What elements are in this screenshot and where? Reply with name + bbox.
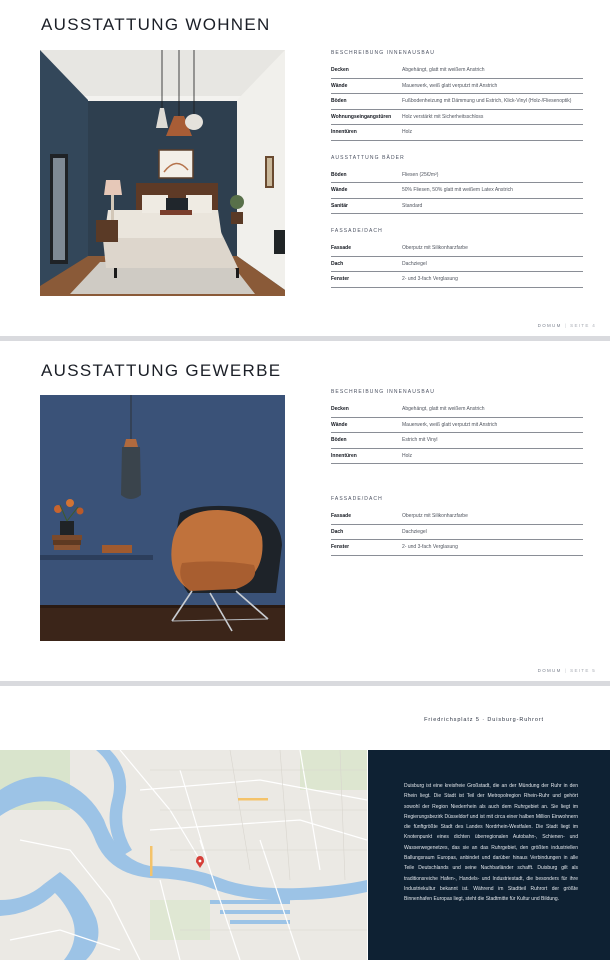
spec-row [331, 257, 583, 273]
spec-row [331, 125, 583, 141]
spec-key: Böden [331, 437, 347, 444]
spec-value: Oberputz mit Silikonharzfarbe [402, 245, 468, 252]
page-lage [0, 686, 610, 960]
footer-page-number: SEITE 4 [570, 323, 596, 328]
section-heading: AUSSTATTUNG BÄDER [331, 154, 405, 161]
section-heading: BESCHREIBUNG INNENAUSBAU [331, 50, 435, 56]
page-gewerbe [0, 341, 610, 681]
spec-section [331, 228, 583, 288]
spec-row [331, 272, 583, 288]
footer-brand: DOMUM [537, 668, 562, 673]
spec-row [331, 509, 583, 525]
spec-value: Estrich mit Vinyl [402, 437, 438, 444]
spec-value: Standard [402, 202, 423, 209]
spec-value: 50% Fliesen, 50% glatt mit weißem Latex Anstrich [402, 187, 513, 194]
spec-key: Innentüren [331, 129, 357, 136]
footer-page-number: SEITE 5 [570, 668, 596, 673]
spec-key: Wände [331, 421, 348, 428]
spec-row [331, 525, 583, 541]
spec-table-wohnen [331, 50, 583, 302]
spec-value: Holz [402, 452, 413, 459]
spec-key: Sanitär [331, 202, 348, 209]
page-wohnen [0, 0, 610, 336]
spec-section [331, 389, 583, 464]
spec-value: 2- und 3-fach Verglasung [402, 544, 458, 551]
spec-value: Mauerwerk, weiß glatt verputzt mit Anstrich [402, 421, 498, 428]
spec-key: Böden [331, 171, 347, 178]
spec-value: Abgehängt, glatt mit weißem Anstrich [402, 67, 485, 74]
spec-key: Wohnungseingangstüren [331, 113, 392, 120]
spec-key: Fassade [331, 245, 352, 252]
spec-row [331, 449, 583, 465]
location-description: Duisburg ist eine kreisfreie Großstadt, die an der Mündung der Ruhr in den Rhein liegt. Die Stadt ist Teil der Metropolregion Rhein-Ruhr und gehört sowohl der Region Niederrhein als auch dem Ruhrgebiet an. Sie liegt im Regierungsbezirk Düsseldorf und ist mit circa einer halben Million Einwohnern die fünftgrößte Stadt des Landes Nordrhein-Westfalen. Die Stadt liegt im Knotenpunkt eines dichten überregionalen Autobahn-, Schienen- und Wasserwegenetzes, das sie an das Ruhrgebiet, den größten industriellen Ballungsraum Europas, anbindet und darüber hinaus Verbindungen in alle Teile Deutschlands und seine Nachbarländer schafft. Duisburg gilt als traditionsreiche Hafen-, Handels- und Industriestadt, die besonders für ihre Industriekultur bekannt ist. Während im Stadtteil Ruhrort der größte Binnenhafen Europas liegt, steht die Stadtmitte für Kultur und Bildung. [404, 783, 578, 903]
spec-value: Fliesen (25€/m²) [402, 171, 439, 178]
spec-value: Mauerwerk, weiß glatt verputzt mit Anstrich [402, 82, 498, 89]
spec-value: Dachziegel [402, 260, 427, 267]
spec-value: Abgehängt, glatt mit weißem Anstrich [402, 406, 485, 413]
spec-key: Fenster [331, 544, 350, 551]
page-title: AUSSTATTUNG GEWERBE [41, 361, 282, 380]
spec-row [331, 402, 583, 418]
footer-brand: DOMUM [537, 323, 562, 328]
footer-separator: | [564, 323, 568, 328]
spec-row [331, 183, 583, 199]
spec-table-gewerbe [331, 389, 583, 570]
spec-row [331, 110, 583, 126]
spec-key: Fassade [331, 513, 352, 520]
spec-row [331, 418, 583, 434]
spec-row [331, 199, 583, 215]
page-footer [538, 668, 596, 673]
spec-row [331, 63, 583, 79]
footer-separator: | [564, 668, 568, 673]
spec-value: Dachziegel [402, 528, 427, 535]
spec-section [331, 155, 583, 215]
spec-key: Dach [331, 528, 344, 535]
address-line: Friedrichsplatz 5 · Duisburg-Ruhrort [424, 717, 544, 723]
spec-row [331, 94, 583, 110]
page-footer [538, 323, 596, 328]
bedroom-photo [40, 50, 285, 296]
spec-row [331, 540, 583, 556]
spec-value: Fußbodenheizung mit Dämmung und Estrich, Klick-Vinyl (Holz-/Fliesenoptik) [402, 98, 572, 105]
spec-row [331, 241, 583, 257]
city-map [0, 750, 367, 960]
location-info-panel [368, 750, 610, 960]
section-heading: FASSADE/DACH [331, 228, 383, 234]
spec-row [331, 433, 583, 449]
spec-row [331, 168, 583, 184]
section-heading: BESCHREIBUNG INNENAUSBAU [331, 389, 435, 395]
spec-key: Fenster [331, 276, 350, 283]
spec-key: Decken [331, 67, 349, 74]
spec-key: Dach [331, 260, 344, 267]
spec-key: Wände [331, 82, 348, 89]
spec-key: Decken [331, 406, 349, 413]
lounge-chair-photo [40, 395, 285, 641]
section-heading: FASSADE/DACH [331, 496, 383, 502]
spec-value: Oberputz mit Silikonharzfarbe [402, 513, 468, 520]
spec-value: 2- und 3-fach Verglasung [402, 276, 458, 283]
spec-key: Wände [331, 187, 348, 194]
spec-value: Holz verstärkt mit Sicherheitsschloss [402, 113, 484, 120]
page-title: AUSSTATTUNG WOHNEN [41, 15, 271, 34]
spec-section [331, 496, 583, 556]
spec-row [331, 79, 583, 95]
spec-section [331, 50, 583, 141]
spec-key: Böden [331, 98, 347, 105]
spec-value: Holz [402, 129, 413, 136]
spec-key: Innentüren [331, 452, 357, 459]
